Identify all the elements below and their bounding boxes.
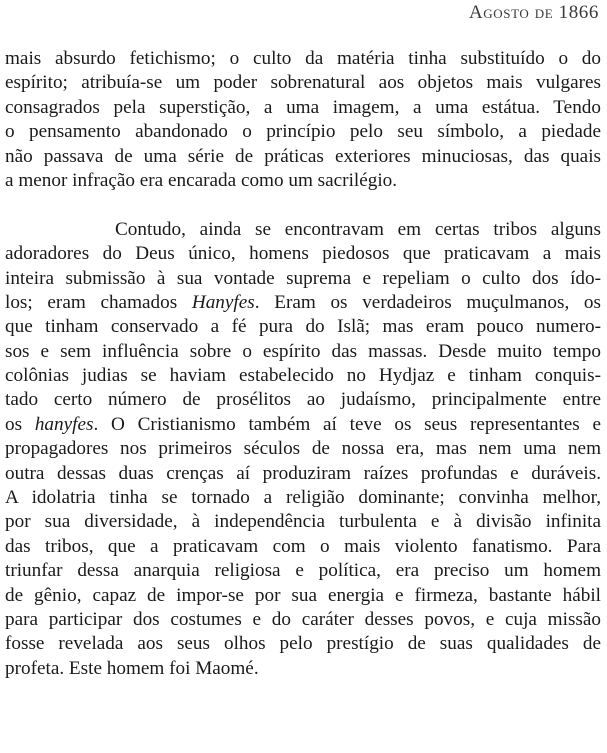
running-header <box>469 2 599 24</box>
text-line: sos e sem influência sobre o espírito das massas. Desde muito tempo <box>5 340 601 362</box>
italic-term: Hanyfes <box>191 291 255 313</box>
paragraph-2 <box>5 218 601 681</box>
text-line: de gênio, capaz de impor-se por sua energia e firmeza, bastante hábil <box>5 584 601 606</box>
text-fragment: . Eram os verdadeiros muçulmanos, os <box>254 291 601 313</box>
text-line: tado certo número de prosélitos ao judaísmo, principalmente entre <box>5 389 601 411</box>
text-fragment: . O Cristianismo também aí teve os seus representantes e <box>93 413 601 435</box>
text-line: mais absurdo fetichismo; o culto da matéria tinha substituído o do <box>5 48 601 69</box>
text-line: colônias judias se haviam estabelecido no Hydjaz e tinham conquis- <box>5 365 601 387</box>
text-line: profeta. Este homem foi Maomé. <box>5 657 259 679</box>
text-fragment: os <box>5 413 35 435</box>
text-line: outra dessas duas crenças aí produziram raízes profundas e duráveis. <box>5 462 601 484</box>
running-title: Agosto de 1866 <box>468 2 599 23</box>
text-line: propagadores nos primeiros séculos de nossa era, mas nem uma nem <box>5 438 601 460</box>
text-line: A idolatria tinha se tornado a religião dominante; convinha melhor, <box>5 487 601 509</box>
text-line: não passava de uma série de práticas exteriores minuciosas, das quais <box>5 145 601 167</box>
text-line: adoradores do Deus único, homens piedosos que praticavam a mais <box>5 243 601 265</box>
italic-term: hanyfes <box>34 413 94 435</box>
text-fragment: los; eram chamados <box>5 291 192 313</box>
text-line: inteira submissão à sua vontade suprema e repeliam o culto dos ído- <box>5 267 601 289</box>
text-line: que tinham conservado a fé pura do Islã; mas eram pouco numero- <box>5 316 601 338</box>
text-line: Contudo, ainda se encontravam em certas tribos alguns <box>115 218 601 240</box>
text-line: triunfar dessa anarquia religiosa e política, era preciso um homem <box>5 560 601 582</box>
text-line <box>5 291 601 315</box>
text-line: das tribos, que a praticavam com o mais violento fanatismo. Para <box>5 535 601 557</box>
paragraph-gap <box>5 193 601 217</box>
paragraph-1 <box>5 47 601 193</box>
text-line: consagrados pela superstição, a uma imagem, a uma estátua. Tendo <box>5 96 601 118</box>
text-line: espírito; atribuía-se um poder sobrenatural aos objetos mais vulgares <box>5 72 601 94</box>
text-line <box>5 413 601 437</box>
text-line: o pensamento abandonado o princípio pelo seu símbolo, a piedade <box>5 121 601 143</box>
text-line: a menor infração era encarada como um sacrilégio. <box>5 169 398 191</box>
text-line: para participar dos costumes e do caráter desses povos, e cuja missão <box>5 608 601 630</box>
page-body <box>5 47 601 681</box>
text-line: fosse revelada aos seus olhos pelo prestígio de suas qualidades de <box>5 633 601 655</box>
text-line: por sua diversidade, à independência turbulenta e à divisão infinita <box>5 511 601 533</box>
